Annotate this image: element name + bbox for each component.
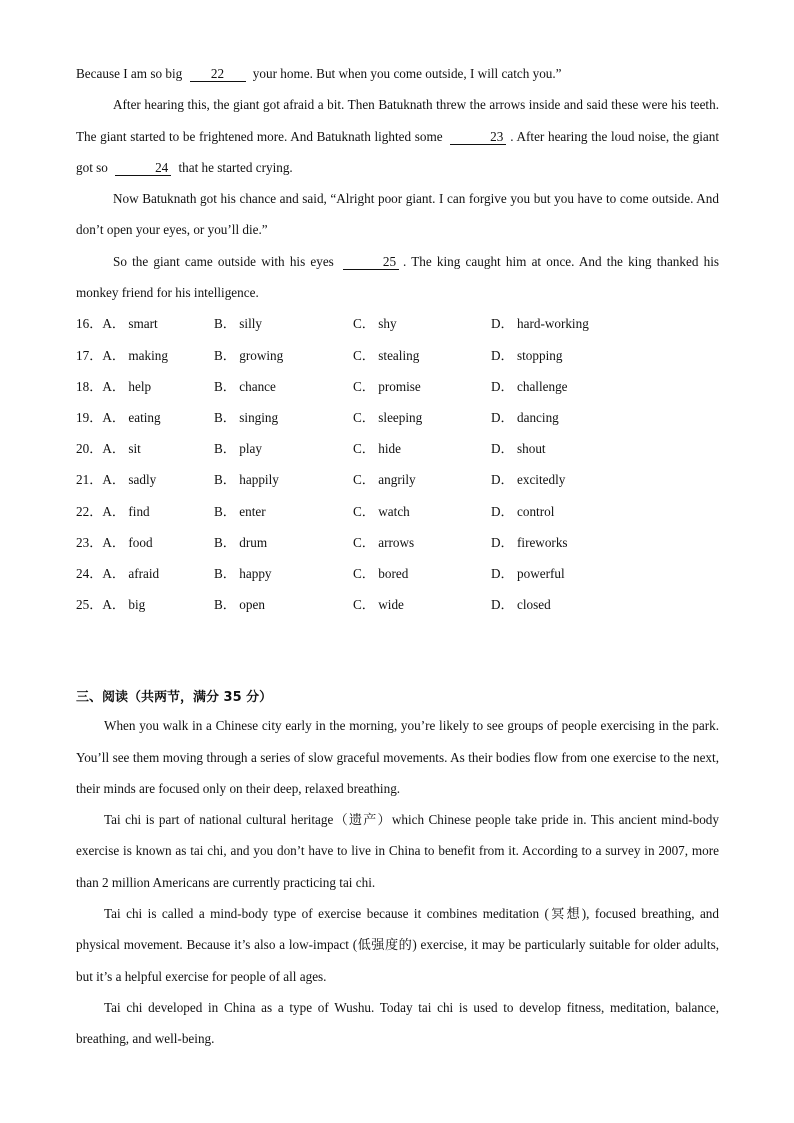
option-d: D． shout: [491, 441, 546, 457]
option-c: C． bored: [353, 565, 409, 581]
option-a-text: sit: [128, 441, 141, 457]
option-a-text: big: [128, 597, 146, 613]
reading-paragraph-2: Tai chi is part of national cultural heritage（遗产）which Chinese people take pride in. This ancient mind-body exercise is known as tai chi, and you don’t have to live in China to benefit from it. According to a survey in 2007, more than 2 million Americans are currently practicing tai chi.: [76, 812, 719, 890]
option-c: C． shy: [353, 316, 397, 332]
story-paragraph-4: [76, 246, 719, 309]
blank-24: 24: [115, 160, 171, 176]
option-b: B． growing: [214, 347, 284, 363]
option-b: B． chance: [214, 378, 276, 394]
option-a-text: find: [128, 503, 150, 519]
question-row-25: [76, 589, 719, 620]
option-a: [76, 371, 214, 402]
question-number: 23．A．: [76, 534, 126, 550]
option-c: C． angrily: [353, 472, 416, 488]
option-a: [76, 402, 214, 433]
option-a: [76, 589, 214, 620]
option-c: C． arrows: [353, 534, 415, 550]
question-row-20: [76, 433, 719, 464]
blank-22: 22: [190, 66, 246, 82]
story-text: that he started crying.: [178, 159, 293, 175]
option-a-text: afraid: [128, 565, 160, 581]
question-row-19: [76, 402, 719, 433]
question-number: 18．A．: [76, 378, 126, 394]
option-b: B． happy: [214, 565, 272, 581]
story-text: So the giant came outside with his eyes: [113, 253, 334, 269]
options-list: [76, 308, 719, 620]
option-a: [76, 340, 214, 371]
story-paragraph-2: [76, 89, 719, 183]
option-c: C． stealing: [353, 347, 420, 363]
question-number: 16．A．: [76, 316, 126, 332]
option-b: B． drum: [214, 534, 268, 550]
option-c: C． hide: [353, 441, 401, 457]
option-d: D． control: [491, 503, 555, 519]
section-title: 三、阅读（共两节，满分 35 分）: [76, 690, 273, 706]
option-a: [76, 433, 214, 464]
option-a-text: smart: [128, 316, 158, 332]
option-a-text: help: [128, 378, 152, 394]
question-row-21: [76, 464, 719, 495]
option-b: B． happily: [214, 472, 279, 488]
option-d: D． excitedly: [491, 472, 566, 488]
question-number: 25．A．: [76, 597, 126, 613]
document-page: [76, 58, 719, 1055]
question-number: 24．A．: [76, 565, 126, 581]
question-number: 20．A．: [76, 441, 126, 457]
option-a: [76, 558, 214, 589]
option-c: C． watch: [353, 503, 410, 519]
option-d: D． closed: [491, 597, 551, 613]
option-b: B． silly: [214, 316, 262, 332]
question-number: 17．A．: [76, 347, 126, 363]
story-paragraph-3: Now Batuknath got his chance and said, “Alright poor giant. I can forgive you but you have to come outside. And don’t open your eyes, or you’ll die.”: [76, 191, 719, 238]
story-text: . The king caught him at once. And the king thanked his monkey friend for his intelligence.: [76, 253, 720, 301]
story-text: your home. But when you come outside, I will catch you.”: [252, 66, 562, 81]
option-b: B． singing: [214, 409, 279, 425]
option-b: B． play: [214, 441, 262, 457]
option-c: C． wide: [353, 597, 404, 613]
question-row-17: [76, 340, 719, 371]
question-number: 22．A．: [76, 503, 126, 519]
question-row-16: [76, 308, 719, 339]
option-a-text: making: [128, 347, 168, 363]
option-d: D． hard-working: [491, 316, 589, 332]
option-d: D． dancing: [491, 409, 559, 425]
question-row-24: [76, 558, 719, 589]
story-text: Because I am so big: [76, 66, 183, 81]
question-row-18: [76, 371, 719, 402]
reading-paragraph-3: Tai chi is called a mind-body type of exercise because it combines meditation (冥想), focused breathing, and physical movement. Because it’s also a low-impact (低强度的) exercise, it may be particularly suitable for older adults, but it’s a helpful exercise for people of all ages.: [76, 906, 719, 984]
question-number: 19．A．: [76, 409, 126, 425]
option-d: D． stopping: [491, 347, 563, 363]
option-a: [76, 308, 214, 339]
story-text: After hearing this, the giant got afraid a bit. Then Batuknath threw the arrows inside and said these were his teeth. The giant started to be frightened more. And Batuknath lighted some: [76, 97, 719, 144]
reading-paragraph-4: Tai chi developed in China as a type of Wushu. Today tai chi is used to develop fitness, meditation, balance, breathing, and well-being.: [76, 999, 719, 1047]
option-d: D． fireworks: [491, 534, 568, 550]
option-a: [76, 527, 214, 558]
story-paragraph-1: [76, 58, 719, 89]
story-text: . After hearing the loud noise, the giant got so: [76, 128, 720, 175]
question-row-23: [76, 527, 719, 558]
option-a-text: eating: [128, 409, 161, 425]
blank-23: 23: [450, 129, 506, 145]
option-a-text: sadly: [128, 472, 157, 488]
option-a-text: food: [128, 534, 153, 550]
question-number: 21．A．: [76, 472, 126, 488]
reading-paragraph-1: When you walk in a Chinese city early in the morning, you’re likely to see groups of people exercising in the park. You’ll see them moving through a series of slow graceful movements. As their bodies flow from one exercise to the next, their minds are focused only on their deep, relaxed breathing.: [76, 718, 719, 796]
option-a: [76, 464, 214, 495]
option-b: B． enter: [214, 503, 266, 519]
option-c: C． sleeping: [353, 409, 423, 425]
question-row-22: [76, 496, 719, 527]
option-a: [76, 496, 214, 527]
blank-25: 25: [343, 254, 399, 270]
option-d: D． powerful: [491, 565, 565, 581]
option-d: D． challenge: [491, 378, 568, 394]
option-b: B． open: [214, 597, 265, 613]
option-c: C． promise: [353, 378, 421, 394]
